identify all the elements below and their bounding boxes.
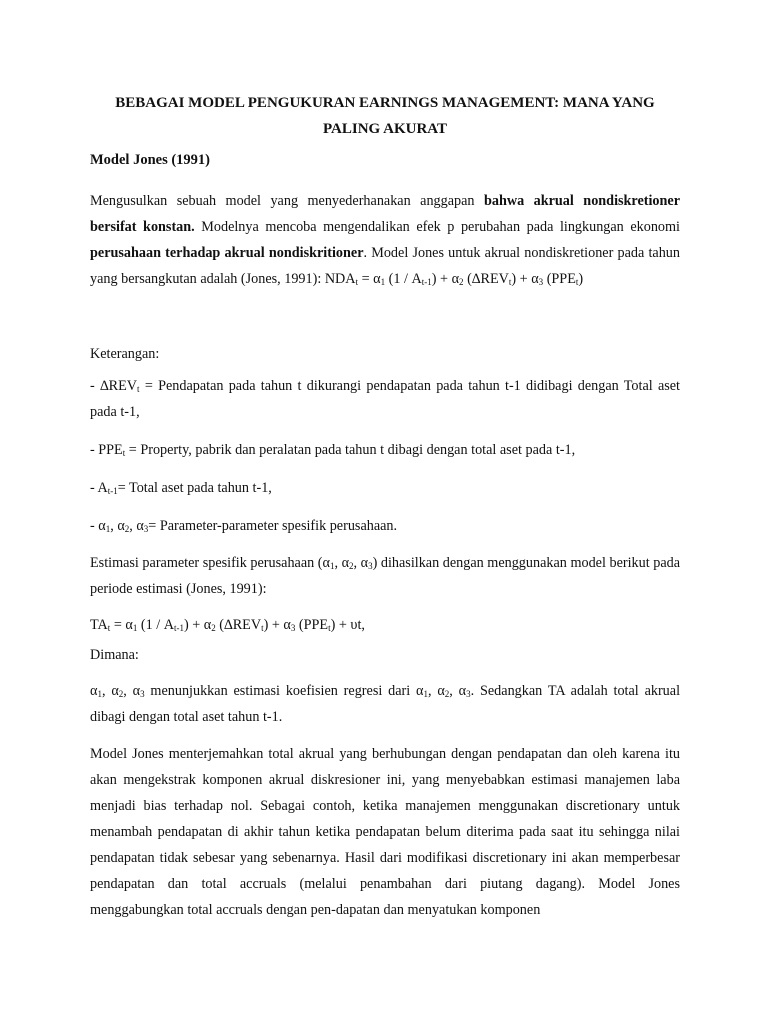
list-item-ppe: - $PPE_t$ = Property, pabrik dan peralatan pada tahun t dibagi dengan total aset pada t-1, <box>90 442 576 458</box>
dimana-label: Dimana: <box>90 647 139 663</box>
list-item-parameters: - $\alpha_1$, $\alpha_2$, $\alpha_3=$ Parameter-parameter spesifik perusahaan. <box>90 518 398 534</box>
list-item-assets: - $A_{t-1}=$ Total aset pada tahun t-1, <box>90 480 272 496</box>
section-heading: Model Jones (1991) <box>90 152 211 168</box>
paragraph-explanation: Model Jones menterjemahkan total akrual yang berhubungan dengan pendapatan dan oleh karena itu akan mengekstrak komponen akrual diskresioner ini, yang menyebabkan estimasi manajemen laba menjadi bias terhadap nol. Sebagai contoh, ketika manajemen menggunakan discretionary untuk menambah pendapatan di akhir tahun ketika pendapatan belum diterima pada saat itu sehingga nilai pendapatan tidak sebesar yang sebenarnya. Hasil dari modifikasi discretionary ini akan memperbesar pendapatan dan total accruals (melalui penambahan dari piutang dagang). Model Jones menggabungkan total accruals dengan pen-dapatan dan menyatukan komponen <box>90 746 680 918</box>
paragraph-estimation: Estimasi parameter spesifik perusahaan ($\alpha_1$, $\alpha_2$, $\alpha_3$) dihasilkan dengan menggunakan model berikut pada periode estimasi (Jones, 1991): <box>90 555 681 597</box>
paragraph-coefficients: $\alpha_1$, $\alpha_2$, $\alpha_3$ menunjukkan estimasi koefisien regresi dari $\alpha_1$, $\alpha_2$, $\alpha_3$. Sedangkan TA adalah total akrual dibagi dengan total aset tahun t-1. <box>90 683 681 725</box>
keterangan-label: Keterangan: <box>90 346 160 362</box>
document-title: BEBAGAI MODEL PENGUKURAN EARNINGS MANAGEMENT: MANA YANG PALING AKURAT <box>115 95 655 137</box>
paragraph-intro: Mengusulkan sebuah model yang menyederhanakan anggapan bahwa akrual nondiskretioner bersifat konstan. Modelnya mencoba mengendalikan efek p perubahan pada lingkungan ekonomi perusahaan terhadap akrual nondiskritioner. Model Jones untuk akrual nondiskretioner pada tahun yang bersangkutan adalah (Jones, 1991): $NDA_t = \alpha_1$ $(1 / A_{t-1}) + \alpha_2$ $(\Delta REV_t) + \alpha_3$ $(PPE_t)$ <box>90 193 681 287</box>
list-item-rev: - $\Delta REV_t$ = Pendapatan pada tahun t dikurangi pendapatan pada tahun t-1 didibagi dengan Total aset pada t-1, <box>90 378 680 420</box>
regression-formula: $TA_t = \alpha_1$ $(1 / A_{t-1}) + \alpha_2$ $(\Delta REV_t) + \alpha_3$ $(PPE_t) + \upsilon t$, <box>90 617 365 633</box>
